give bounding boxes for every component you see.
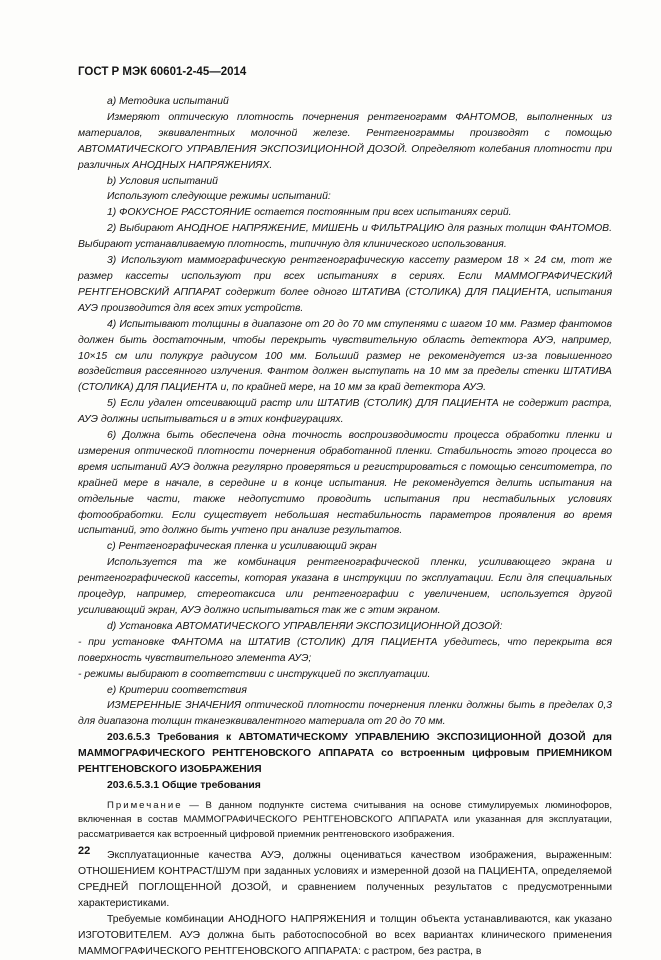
subheading-a: а) Методика испытаний xyxy=(107,96,229,107)
list-item-b2: 2) Выбирают АНОДНОЕ НАПРЯЖЕНИЕ, МИШЕНЬ и ФИЛЬТРАЦИЮ для разных толщин ФАНТОМОВ. Выбирают устанавливаемую плотность, типичную для клинического использования. xyxy=(78,223,612,251)
subsection-title: 203.6.5.3.1 Общие требования xyxy=(107,779,261,791)
subheading-b: b) Условия испытаний xyxy=(107,175,218,187)
paragraph-b-intro: Используют следующие режимы испытаний: xyxy=(107,191,331,203)
subheading-e: е) Критерии соответствия xyxy=(107,684,247,696)
document-header: ГОСТ Р МЭК 60601-2-45—2014 xyxy=(78,66,247,78)
subheading-c: с) Рентгенографическая пленка и усиливающий экран xyxy=(107,541,377,553)
note-text: — В данном подпункте система считывания на основе стимулируемых люминофоров, включенная в состав МАММОГРАФИЧЕСКОГО РЕНТГЕНОВСКОГО АППАРАТА или указанная для эксплуатации, рассматривается как встроенный цифровой приемник рентгеновского изображения. xyxy=(78,799,612,840)
paragraph-a: Измеряют оптическую плотность почернения рентгенограмм ФАНТОМОВ, выполненных из материалов, эквивалентных молочной железе. Рентгенограммы производят с помощью АВТОМАТИЧЕСКОГО УПРАВЛЕНИЯ ЭКСПОЗИЦИОННОЙ ДОЗОЙ. Определяют колебания плотности при различных АНОДНЫХ НАПРЯЖЕНИЯХ. xyxy=(78,111,612,171)
section-title: 203.6.5.3 Требования к АВТОМАТИЧЕСКОМУ УПРАВЛЕНИЮ ЭКСПОЗИЦИОННОЙ ДОЗОЙ для МАММОГРАФИЧЕСКОГО РЕНТГЕНОВСКОГО АППАРАТА со встроенным цифровым ПРИЕМНИКОМ РЕНТГЕНОВСКОГО ИЗОБРАЖЕНИЯ xyxy=(78,732,612,776)
list-item-d2: - режимы выбирают в соответствии с инструкцией по эксплуатации. xyxy=(78,668,431,680)
list-item-b6: 6) Должна быть обеспечена одна точность воспроизводимости процесса обработки пленки и измерения оптической плотности почернения обработанной пленки. Стабильность этого процесса во время испытаний АУЭ должна регулярно проверяться и регистрироваться с помощью сенситометра, по крайней мере в начале, в середине и в конце испытания. Не рекомендуется делить испытания на отдельные части, также недопустимо проводить испытания при нестабильных условиях фотообработки. Если существует небольшая нестабильность параметров проявления во время испытаний, это должно быть учтено при анализе результатов. xyxy=(78,430,612,537)
subheading-d: d) Установка АВТОМАТИЧЕСКОГО УПРАВЛЕНЯИ ЭКСПОЗИЦИОННОЙ ДОЗОЙ: xyxy=(107,620,503,632)
list-item-b1: 1) ФОКУСНОЕ РАССТОЯНИЕ остается постоянным при всех испытаниях серий. xyxy=(107,207,512,219)
list-item-b3: 3) Используют маммографическую рентгенографическую кассету размером 18 × 24 см, тот же размер кассеты используют при всех испытаниях в сериях. Если МАММОГРАФИЧЕСКИЙ РЕНТГЕНОВСКИЙ АППАРАТ содержит более одного ШТАТИВА (СТОЛИКА) ДЛЯ ПАЦИЕНТА, испытания АУЭ производится для всех этих устройств. xyxy=(78,255,612,314)
list-item-d1: - при установке ФАНТОМА на ШТАТИВ (СТОЛИК) ДЛЯ ПАЦИЕНТА убедитесь, что перекрыта вся поверхность чувствительного элемента АУЭ; xyxy=(78,636,612,664)
paragraph-1: Эксплуатационные качества АУЭ, должны оцениваться качеством изображения, выраженным: ОТНОШЕНИЕМ КОНТРАСТ/ШУМ при заданных условиях и измеренной дозой на ПАЦИЕНТА, определяемой СРЕДНЕЙ ПОГЛОЩЕННОЙ ДОЗОЙ, и сравнением полученных результатов с предусмотренными характеристиками. xyxy=(78,850,612,910)
paragraph-e: ИЗМЕРЕННЫЕ ЗНАЧЕНИЯ оптической плотности почернения пленки должны быть в пределах 0,3 для диапазона толщин тканеэквивалентного материала от 20 до 70 мм. xyxy=(78,700,612,728)
list-item-b4: 4) Испытывают толщины в диапазоне от 20 до 70 мм ступенями с шагом 10 мм. Размер фантомов должен быть достаточным, чтобы перекрыть чувствительную область детектора АУЭ, например, 10×15 см или полукруг радиусом 100 мм. Больший размер не рекомендуется из-за повышенного воздействия рассеянного излучения. Фантом должен выступать на 10 мм за пределы стенки ШТАТИВА (СТОЛИКА) ДЛЯ ПАЦИЕНТА и, по крайней мере, на 10 мм за край детектора АУЭ. xyxy=(78,318,612,394)
paragraph-2: Требуемые комбинации АНОДНОГО НАПРЯЖЕНИЯ и толщин объекта устанавливаются, как указано ИЗГОТОВИТЕЛЕМ. АУЭ должна быть работоспособной во всех вариантах клинического применения МАММОГРАФИЧЕСКОГО РЕНТГЕНОВСКОГО АППАРАТА: с растром, без растра, в xyxy=(78,914,612,957)
note-label: Примечание xyxy=(107,799,183,811)
page-body xyxy=(78,94,612,960)
page-number: 22 xyxy=(78,845,91,857)
note xyxy=(78,799,612,843)
list-item-b5: 5) Если удален отсеивающий растр или ШТАТИВ (СТОЛИК) ДЛЯ ПАЦИЕНТА не содержит растра, АУЭ должны испытываться и в этих конфигурациях. xyxy=(78,398,612,426)
paragraph-c: Используется та же комбинация рентгенографической пленки, усиливающего экрана и рентгенографической кассеты, которая указана в инструкции по эксплуатации. Если для специальных процедур, например, стереотаксиса или рентгенографии с увеличением, используется другой усиливающий экран, АУЭ должно испытываться так же с этим экраном. xyxy=(78,557,612,616)
